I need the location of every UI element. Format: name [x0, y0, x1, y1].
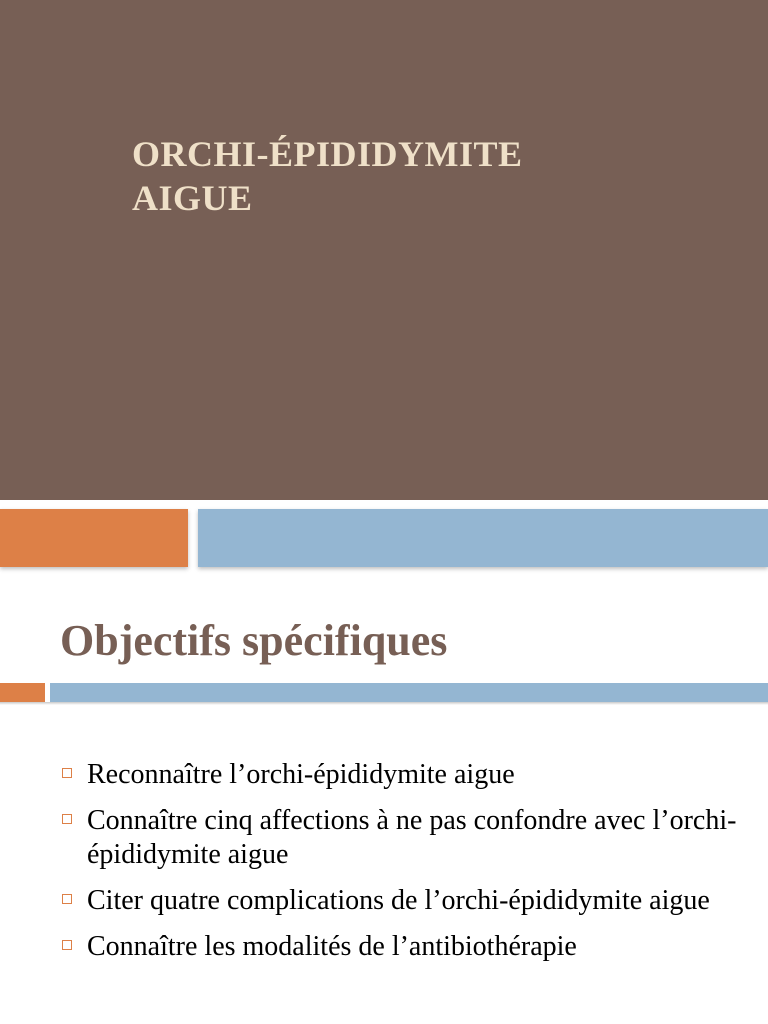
heading-rule-orange: [0, 683, 45, 702]
square-bullet-icon: [62, 940, 72, 950]
square-bullet-icon: [62, 768, 72, 778]
slide-title-line-1: ORCHI-ÉPIDIDYMITE: [132, 134, 523, 174]
objectives-heading: Objectifs spécifiques: [60, 616, 448, 665]
square-bullet-icon: [62, 814, 72, 824]
list-item-text: Connaître cinq affections à ne pas confondre avec l’orchi-épididymite aigue: [87, 805, 737, 870]
heading-rule-blue: [50, 683, 768, 702]
heading-rule-shadow: [0, 702, 768, 705]
orange-accent-block: [0, 509, 188, 567]
list-item: [60, 758, 760, 792]
objectives-slide: [0, 576, 768, 1024]
title-slide: [0, 0, 768, 500]
list-item: [60, 884, 760, 918]
list-item-text: Connaître les modalités de l’antibiothérapie: [87, 931, 577, 962]
square-bullet-icon: [62, 894, 72, 904]
list-item-text: Reconnaître l’orchi-épididymite aigue: [87, 759, 515, 790]
objectives-list: [60, 758, 760, 976]
list-item-text: Citer quatre complications de l’orchi-épididymite aigue: [87, 885, 710, 916]
blue-accent-block: [198, 509, 768, 567]
list-item: [60, 804, 760, 872]
title-slide-footer-band: [0, 500, 768, 576]
slide-title: [132, 132, 732, 220]
slide-title-line-2: AIGUE: [132, 178, 253, 218]
list-item: [60, 930, 760, 964]
